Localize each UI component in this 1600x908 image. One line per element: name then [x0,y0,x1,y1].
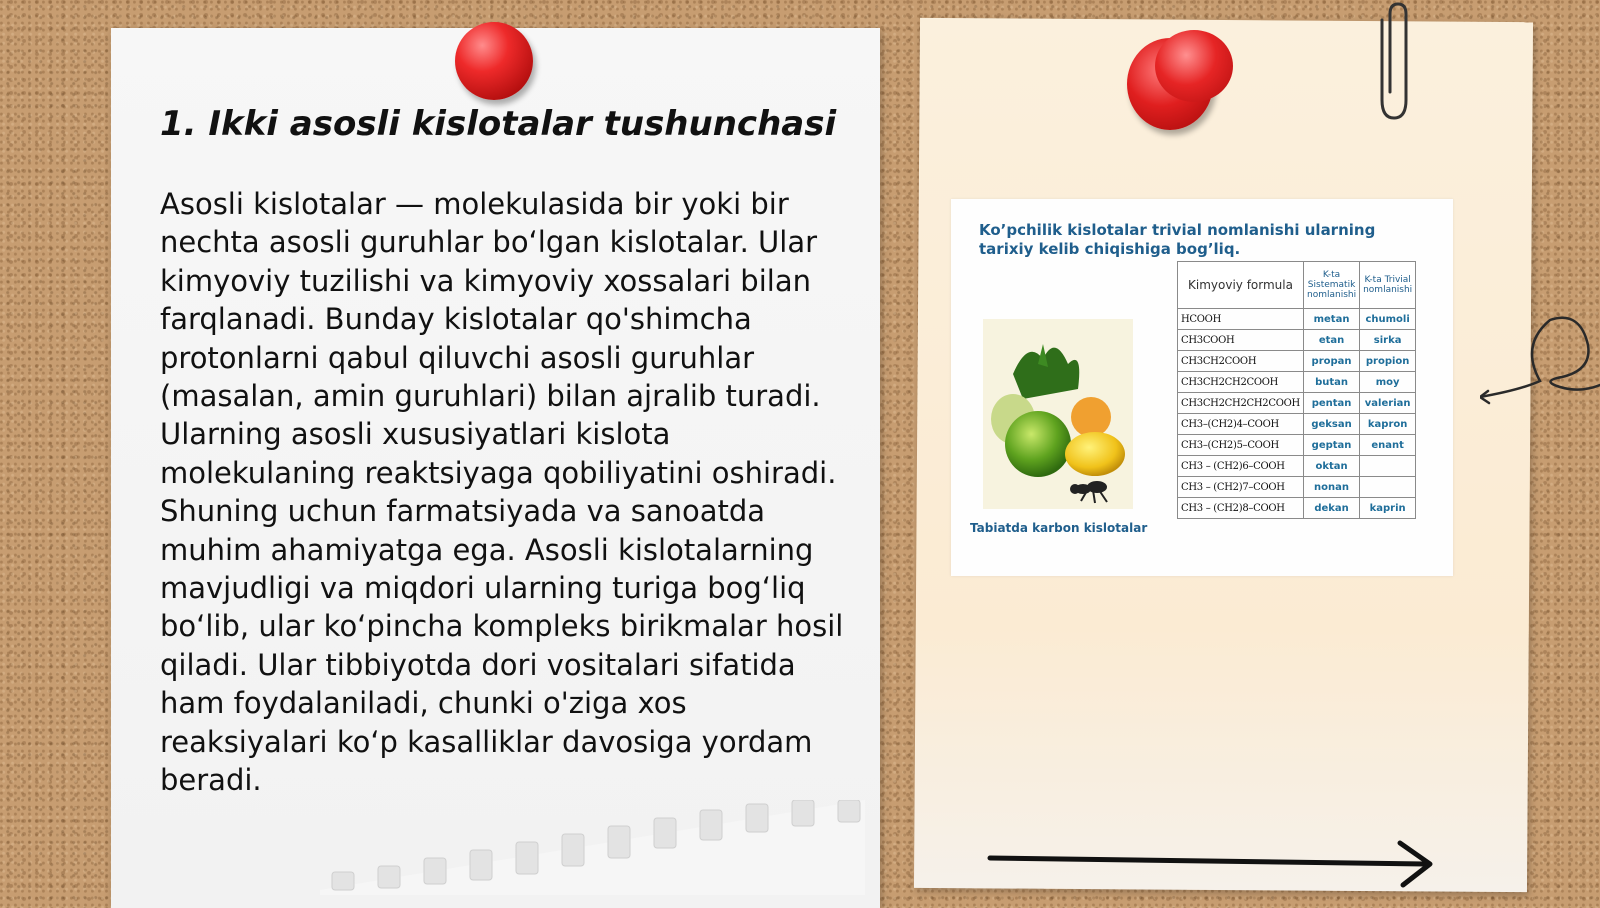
table-row [1178,330,1416,351]
formula-cell: CH3 – (CH2)6–COOH [1178,456,1304,477]
systematic-name-cell: etan [1304,330,1360,351]
systematic-name-cell: dekan [1304,498,1360,519]
trivial-name-cell: kaprin [1360,498,1416,519]
slide-title: 1. Ikki asosli kislotalar tushunchasi [160,104,837,144]
systematic-name-cell: geptan [1304,435,1360,456]
table-row [1178,456,1416,477]
arrow-right-icon [985,840,1445,890]
systematic-name-cell: pentan [1304,393,1360,414]
table-header: Kimyoviy formula [1178,262,1304,309]
systematic-name-cell: geksan [1304,414,1360,435]
formula-cell: CH3CH2CH2CH2COOH [1178,393,1304,414]
figure-caption: Tabiatda karbon kislotalar [970,521,1148,535]
formula-cell: CH3–(CH2)4–COOH [1178,414,1304,435]
formula-cell: CH3 – (CH2)7–COOH [1178,477,1304,498]
trivial-name-cell: kapron [1360,414,1416,435]
systematic-name-cell: butan [1304,372,1360,393]
fruits-and-ant-icon [983,319,1133,509]
formula-cell: CH3 – (CH2)8–COOH [1178,498,1304,519]
acids-table [1177,261,1416,519]
systematic-name-cell: metan [1304,309,1360,330]
formula-cell: HCOOH [1178,309,1304,330]
push-pin-icon [455,22,533,100]
systematic-name-cell: propan [1304,351,1360,372]
systematic-name-cell: nonan [1304,477,1360,498]
table-row [1178,309,1416,330]
systematic-name-cell: oktan [1304,456,1360,477]
trivial-name-cell: propion [1360,351,1416,372]
formula-cell: CH3CH2COOH [1178,351,1304,372]
table-header: K-ta Sistematik nomlanishi [1304,262,1360,309]
table-header: K-ta Trivial nomlanishi [1360,262,1416,309]
trivial-name-cell [1360,456,1416,477]
body-paragraph: Asosli kislotalar — molekulasida bir yoki bir nechta asosli guruhlar boʻlgan kislotalar. Ular kimyoviy tuzilishi va kimyoviy xossalari bilan farqlanadi. Bunday kislotalar qo'shimcha protonlarni qabul qiluvchi asosli guruhlar (masalan, amin guruhlari) bilan ajralib turadi. Ularning asosli xususiyatlari kislota molekulaning reaktsiyaga qobiliyatini oshiradi. Shuning uchun farmatsiyada va sanoatda muhim ahamiyatga ega. Asosli kislotalarning mavjudligi va miqdori ularning turiga bogʻliq boʻlib, ular koʻpincha kompleks birikmalar hosil qiladi. Ular tibbiyotda dori vositalari sifatida ham foydalaniladi, chunki o'ziga xos reaksiyalari koʻp kasalliklar davosiga yordam beradi. [160,187,844,798]
table-row [1178,372,1416,393]
trivial-name-cell: chumoli [1360,309,1416,330]
loop-arrow-doodle-icon [1480,315,1600,410]
acids-figure [951,199,1453,576]
torn-paper-edge-icon [320,800,865,895]
table-row [1178,477,1416,498]
formula-cell: CH3CH2CH2COOH [1178,372,1304,393]
trivial-name-cell: valerian [1360,393,1416,414]
figure-title: Ko’pchilik kislotalar trivial nomlanishi ularning tarixiy kelib chiqishiga bog’liq. [979,221,1376,258]
trivial-name-cell [1360,477,1416,498]
table-header-row [1178,262,1416,309]
paperclip-icon [1372,0,1412,125]
formula-cell: CH3COOH [1178,330,1304,351]
push-pin-icon [1155,30,1233,102]
table-row [1178,498,1416,519]
table-row [1178,435,1416,456]
table-row [1178,351,1416,372]
trivial-name-cell: enant [1360,435,1416,456]
trivial-name-cell: sirka [1360,330,1416,351]
table-row [1178,393,1416,414]
formula-cell: CH3–(CH2)5–COOH [1178,435,1304,456]
trivial-name-cell: moy [1360,372,1416,393]
table-row [1178,414,1416,435]
